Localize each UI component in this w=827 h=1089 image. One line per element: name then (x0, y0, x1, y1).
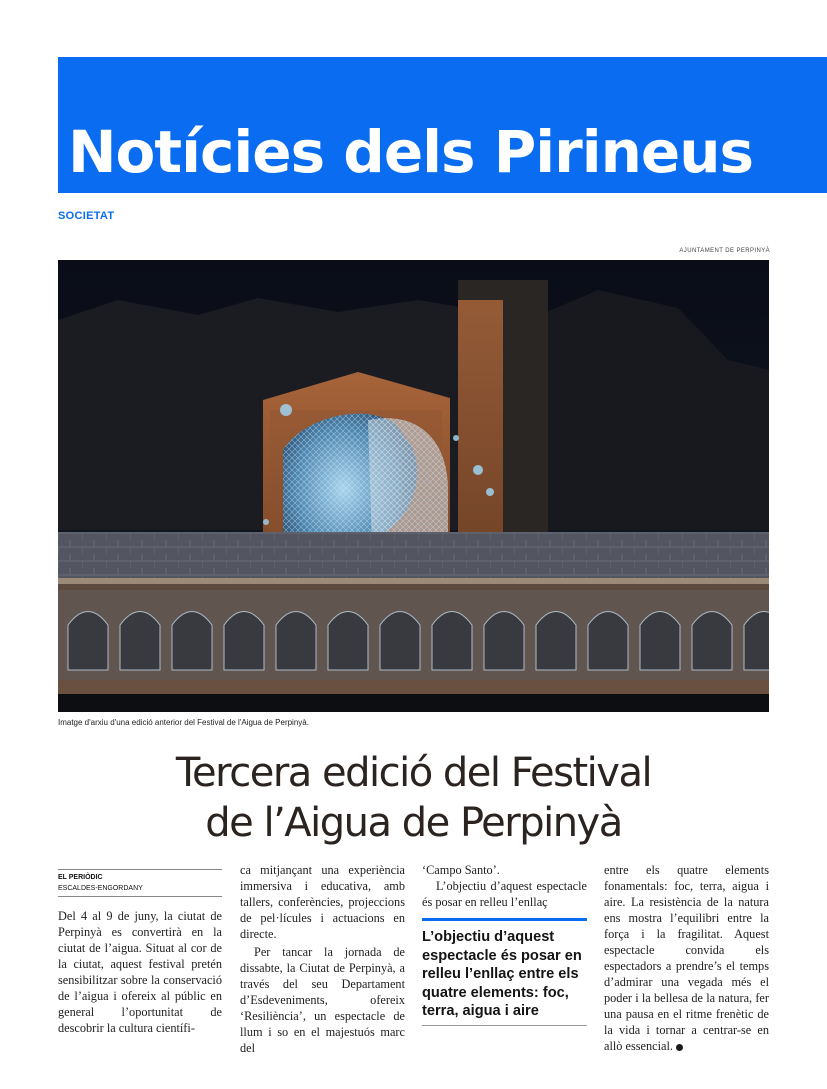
article-column-4 (604, 862, 769, 1054)
body-text: entre els quatre elements fonamentals: foc, terra, aigua i aire. La resistència de la natura ens mostra l’equilibri entre la força i la fragilitat. Aquest espectacle convida els espectadors a prendre’s el temps d’admirar una vegada més el poder i la bellesa de la natura, fer una pausa en el ritme frenètic de la vida i tornar a centrar-se en allò essencial. (604, 863, 769, 1053)
byline-source: EL PERIÒDIC (58, 874, 103, 881)
photo-caption: Imatge d'arxiu d'una edició anterior del Festival de l'Aigua de Perpinyà. (58, 718, 309, 727)
body-paragraph: ‘Campo Santo’. (422, 863, 500, 877)
masthead-banner (58, 57, 827, 193)
pullquote-rule (422, 1025, 587, 1026)
pullquote-rule (422, 918, 587, 921)
byline-place: ESCALDES-ENGORDANY (58, 885, 143, 892)
article-column-1 (58, 908, 222, 1036)
body-paragraph: Del 4 al 9 de juny, la ciutat de Perpinyà es convertirà en la ciutat de l’aigua. Situat al cor de la ciutat, aquest festival pretén sensibilitzar sobre la conservació de l’aigua i ofereix al públic en general l’oportunitat de descobrir la cultura científi- (58, 909, 222, 1035)
article-column-2 (240, 862, 405, 1056)
body-paragraph: L’objectiu d’aquest espectacle és posar en relleu l’enllaç (422, 879, 587, 909)
masthead-title: Notícies dels Pirineus (68, 118, 754, 186)
headline-line-2: de l’Aigua de Perpinyà (205, 800, 622, 846)
article-column-3 (422, 862, 587, 910)
section-label: SOCIETAT (58, 210, 115, 222)
photo-credit: AJUNTAMENT DE PERPINYÀ (679, 248, 770, 254)
body-paragraph: Per tancar la jornada de dissabte, la Ciutat de Perpinyà, a través del seu Departament d’Esdeveniments, ofereix ‘Resiliència’, un espectacle de llum i so en el majestuós marc del (240, 945, 405, 1055)
pullquote: L’objectiu d’aquest espectacle és posar en relleu l’enllaç entre els quatre elements: foc, terra, aigua i aire (422, 929, 582, 1019)
byline-rule (58, 869, 222, 870)
end-mark-icon (676, 1044, 683, 1051)
article-photo (58, 260, 769, 712)
body-paragraph (604, 862, 769, 1054)
byline-rule (58, 896, 222, 897)
body-paragraph: ca mitjançant una experiència immersiva i educativa, amb tallers, conferències, projeccions de pel·lícules i actuacions en directe. (240, 863, 405, 941)
headline-line-1: Tercera edició del Festival (175, 750, 652, 796)
article-headline (58, 748, 769, 848)
